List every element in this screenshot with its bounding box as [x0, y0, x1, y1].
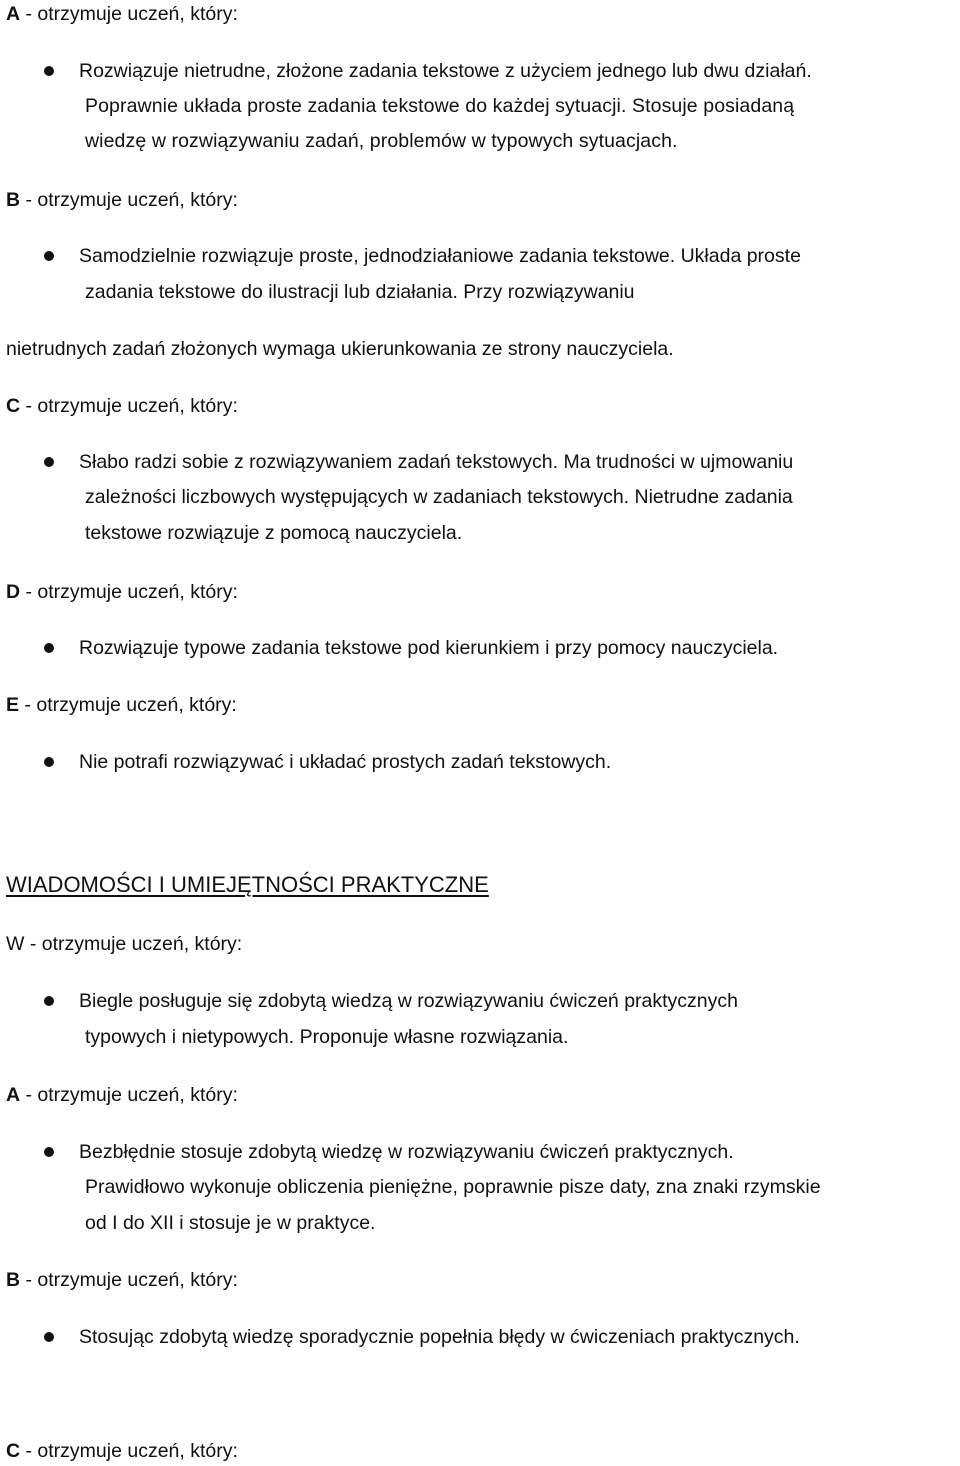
grade-letter: A — [6, 1084, 21, 1106]
grade-heading-b — [6, 188, 238, 212]
bullet-icon — [44, 251, 54, 261]
grade-letter: A — [6, 3, 21, 25]
grade-heading-a — [6, 2, 238, 26]
grade-c-line-1: Słabo radzi sobie z rozwiązywaniem zadań tekstowych. Ma trudności w ujmowaniu — [79, 451, 794, 473]
grade-heading-e — [6, 693, 237, 717]
grade-b-line-3: nietrudnych zadań złożonych wymaga ukierunkowania ze strony nauczyciela. — [6, 338, 674, 360]
grade-heading-text: - otrzymuje uczeń, który: — [20, 395, 238, 417]
bullet-icon — [44, 757, 54, 767]
section-title: WIADOMOŚCI I UMIEJĘTNOŚCI PRAKTYCZNE — [6, 872, 489, 897]
bullet-icon — [44, 996, 54, 1006]
grade-letter: D — [6, 581, 21, 603]
grade-heading-c — [6, 394, 238, 418]
grade-letter: C — [6, 1440, 21, 1462]
grade-heading-text: - otrzymuje uczeń, który: — [20, 1084, 238, 1106]
grade-heading-text: - otrzymuje uczeń, który: — [20, 1440, 238, 1462]
grade-heading-text: - otrzymuje uczeń, który: — [24, 933, 243, 955]
bullet-icon — [44, 66, 54, 76]
grade-heading-text: - otrzymuje uczeń, który: — [20, 189, 238, 211]
grade-heading-d — [6, 580, 238, 604]
bullet-icon — [44, 643, 54, 653]
grade-e-line-1: Nie potrafi rozwiązywać i układać prostych zadań tekstowych. — [79, 751, 612, 773]
grade-w-line-1: Biegle posługuje się zdobytą wiedzą w rozwiązywaniu ćwiczeń praktycznych — [79, 990, 738, 1012]
grade-a-line-3: wiedzę w rozwiązywaniu zadań, problemów w typowych sytuacjach. — [85, 130, 678, 152]
grade-heading-b-practical — [6, 1268, 238, 1292]
grade-heading-text: - otrzymuje uczeń, który: — [19, 694, 237, 716]
grade-a-line-1: Rozwiązuje nietrudne, złożone zadania tekstowe z użyciem jednego lub dwu działań. — [79, 60, 812, 82]
grade-b-line-1: Samodzielnie rozwiązuje proste, jednodziałaniowe zadania tekstowe. Układa proste — [79, 245, 801, 267]
grade-heading-text: - otrzymuje uczeń, który: — [20, 3, 238, 25]
grade-heading-w — [6, 932, 242, 956]
grade-heading-a-practical — [6, 1083, 238, 1107]
grade-c-line-3: tekstowe rozwiązuje z pomocą nauczyciela. — [85, 522, 463, 544]
grade-a-practical-line-1: Bezbłędnie stosuje zdobytą wiedzę w rozwiązywaniu ćwiczeń praktycznych. — [79, 1141, 734, 1163]
grade-w-line-2: typowych i nietypowych. Proponuje własne rozwiązania. — [85, 1026, 569, 1048]
bullet-icon — [44, 1332, 54, 1342]
grade-letter: E — [6, 694, 20, 716]
grade-letter: B — [6, 1269, 21, 1291]
grade-heading-text: - otrzymuje uczeń, który: — [20, 1269, 238, 1291]
grade-a-practical-line-2: Prawidłowo wykonuje obliczenia pieniężne, poprawnie pisze daty, zna znaki rzymskie — [85, 1176, 821, 1198]
grade-c-line-2: zależności liczbowych występujących w zadaniach tekstowych. Nietrudne zadania — [85, 486, 793, 508]
bullet-icon — [44, 457, 54, 467]
grade-letter: C — [6, 395, 21, 417]
grade-b-practical-line-1: Stosując zdobytą wiedzę sporadycznie popełnia błędy w ćwiczeniach praktycznych. — [79, 1326, 800, 1348]
grade-heading-c-practical — [6, 1439, 238, 1463]
grade-a-line-2: Poprawnie układa proste zadania tekstowe do każdej sytuacji. Stosuje posiadaną — [85, 95, 795, 117]
grade-b-line-2: zadania tekstowe do ilustracji lub działania. Przy rozwiązywaniu — [85, 281, 635, 303]
grade-d-line-1: Rozwiązuje typowe zadania tekstowe pod kierunkiem i przy pomocy nauczyciela. — [79, 637, 779, 659]
grade-heading-text: - otrzymuje uczeń, który: — [20, 581, 238, 603]
bullet-icon — [44, 1147, 54, 1157]
grade-a-practical-line-3: od I do XII i stosuje je w praktyce. — [85, 1212, 376, 1234]
grade-letter: W — [6, 933, 25, 955]
grade-letter: B — [6, 189, 21, 211]
